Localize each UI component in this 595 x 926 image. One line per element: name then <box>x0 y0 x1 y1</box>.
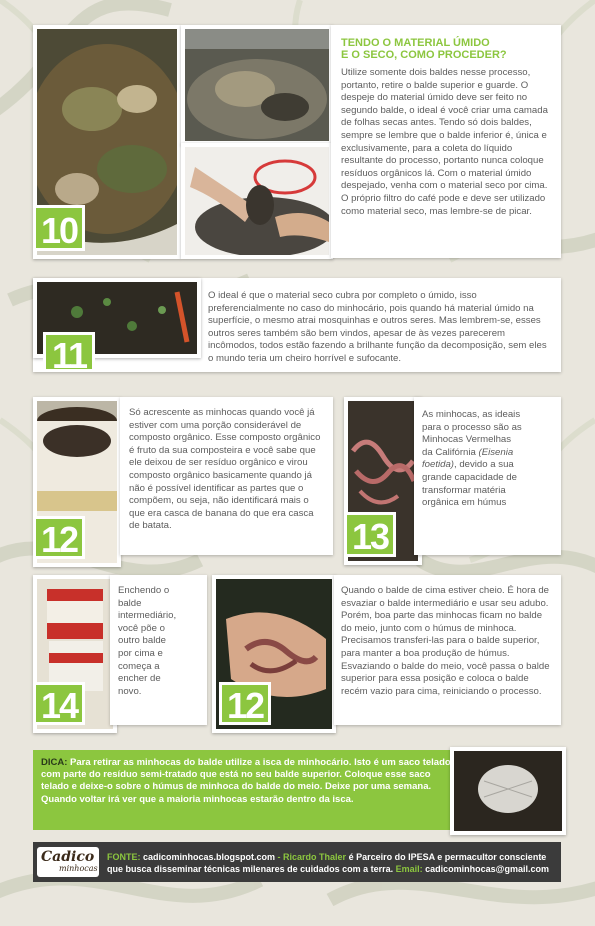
source-label: FONTE: <box>107 852 141 862</box>
email-link[interactable]: cadicominhocas@gmail.com <box>425 864 549 874</box>
step-number-14: 14 <box>33 682 85 725</box>
step-number-12-second: 12 <box>219 682 271 725</box>
cadico-minhocas-logo: Cadico minhocas <box>37 847 99 877</box>
email-label: Email: <box>395 864 423 874</box>
card-step-10 <box>331 25 561 258</box>
section-title-line-2: E O SECO, COMO PROCEDER? <box>341 49 507 61</box>
author-description: é Parceiro do IPESA e permacultor consciente que busca disseminar técnicas milenares de cuidados com a terra. <box>107 852 547 874</box>
footer: Cadico minhocas FONTE: cadicominhocas.blogspot.com - Ricardo Thaler é Parceiro do IPESA e permacultor consciente que busca disseminar técnicas milenares de cuidados com a terra. Email: cadicominhocas@gmail.com <box>33 842 561 882</box>
tip-label: DICA: <box>41 757 68 768</box>
author-name: Ricardo Thaler <box>283 852 347 862</box>
card-step-12-first <box>120 397 333 555</box>
step-11-text: O ideal é que o material seco cubra por completo o úmido, isso preferencialmente no caso do minhocário, pois quando há material úmido na superfície, o mesmo atrai mosquinhas e outros seres. Mas lembrem-se, esses outros seres também são bem vindos, apesar de às vezes parecerem incômodos, todos estão fazendo a brilhante função da decomposição, sem eles o mundo teria um cheiro horrível e sufocante. <box>208 290 547 364</box>
step-10-text: Utilize somente dois baldes nesse processo, portanto, retire o balde superior e guarde. O despeje do material úmido deve ser feito no segundo balde, o ideal é você criar uma camada de folhas secas antes. Tendo só dois baldes, sempre se lembre que o balde inferior é, única e exclusivamente, para a coleta do líquido resultante do processo, portanto nunca coloque resíduos orgânicos lá. Com o material úmido despejado, venha com o material seco por cima. O próprio filtro do café pode e deve ser utilizado como material seco, mas lembre-se de picar. <box>341 67 548 217</box>
step-12-first-text: Só acrescente as minhocas quando você já estiver com uma porção considerável de composto orgânico. Esse composto orgânico é fruto da sua composteira e você sabe que ele deixou de ser resíduo orgânico e virou composto orgânico basicamente quando já não é possível identificar as partes que o compõem, ou seja, não identificará mais o que era casca de banana do que era casca de batata. <box>129 407 321 532</box>
photo-hands-coffee-filter <box>181 143 333 259</box>
step-12-second-text: Quando o balde de cima estiver cheio. É hora de esvaziar o balde intermediário e usar seu adubo. Porém, boa parte das minhocas ficam no balde do meio, junto com o húmus de minhoca. Precisamos transferi-las para o balde superior, para manter a boa produção de húmus. Esvaziando o balde do meio, você passa o balde superior para essa posição e coloca o balde recém vazio para cima, reiniciando o processo. <box>341 585 550 697</box>
photo-bucket-dry-material <box>181 25 333 145</box>
card-step-14 <box>110 575 207 725</box>
step-number-13: 13 <box>344 512 396 557</box>
step-14-text: Enchendo o balde intermediário, você põe o outro balde por cima e começa a encher de novo. <box>118 585 177 697</box>
step-number-12-first: 12 <box>33 516 85 559</box>
card-step-13 <box>414 397 561 555</box>
photo-bait-bag <box>450 747 566 835</box>
step-13-text: As minhocas, as ideais para o processo são as Minhocas Vermelhas da Califórnia (Eisenia foetida), devido a sua grande capacidade de transformar matéria orgânica em húmus <box>422 409 522 509</box>
card-step-12-second <box>334 575 561 725</box>
section-title-line-1: TENDO O MATERIAL ÚMIDO <box>341 37 490 49</box>
source-site-link[interactable]: cadicominhocas.blogspot.com <box>143 852 276 862</box>
step-number-11: 11 <box>43 332 95 372</box>
step-number-10: 10 <box>33 205 85 251</box>
tip-text: Para retirar as minhocas do balde utilize a isca de minhocário. Isto é um saco telado com parte do resíduo semi-tratado que está no seu balde superior. Coloque esse saco telado e deixe-o sobre o húmus de minhoca do balde do meio. Deixe por uma semana. Quando voltar irá ver que a maioria minhocas estarão dentro da isca. <box>41 757 451 805</box>
